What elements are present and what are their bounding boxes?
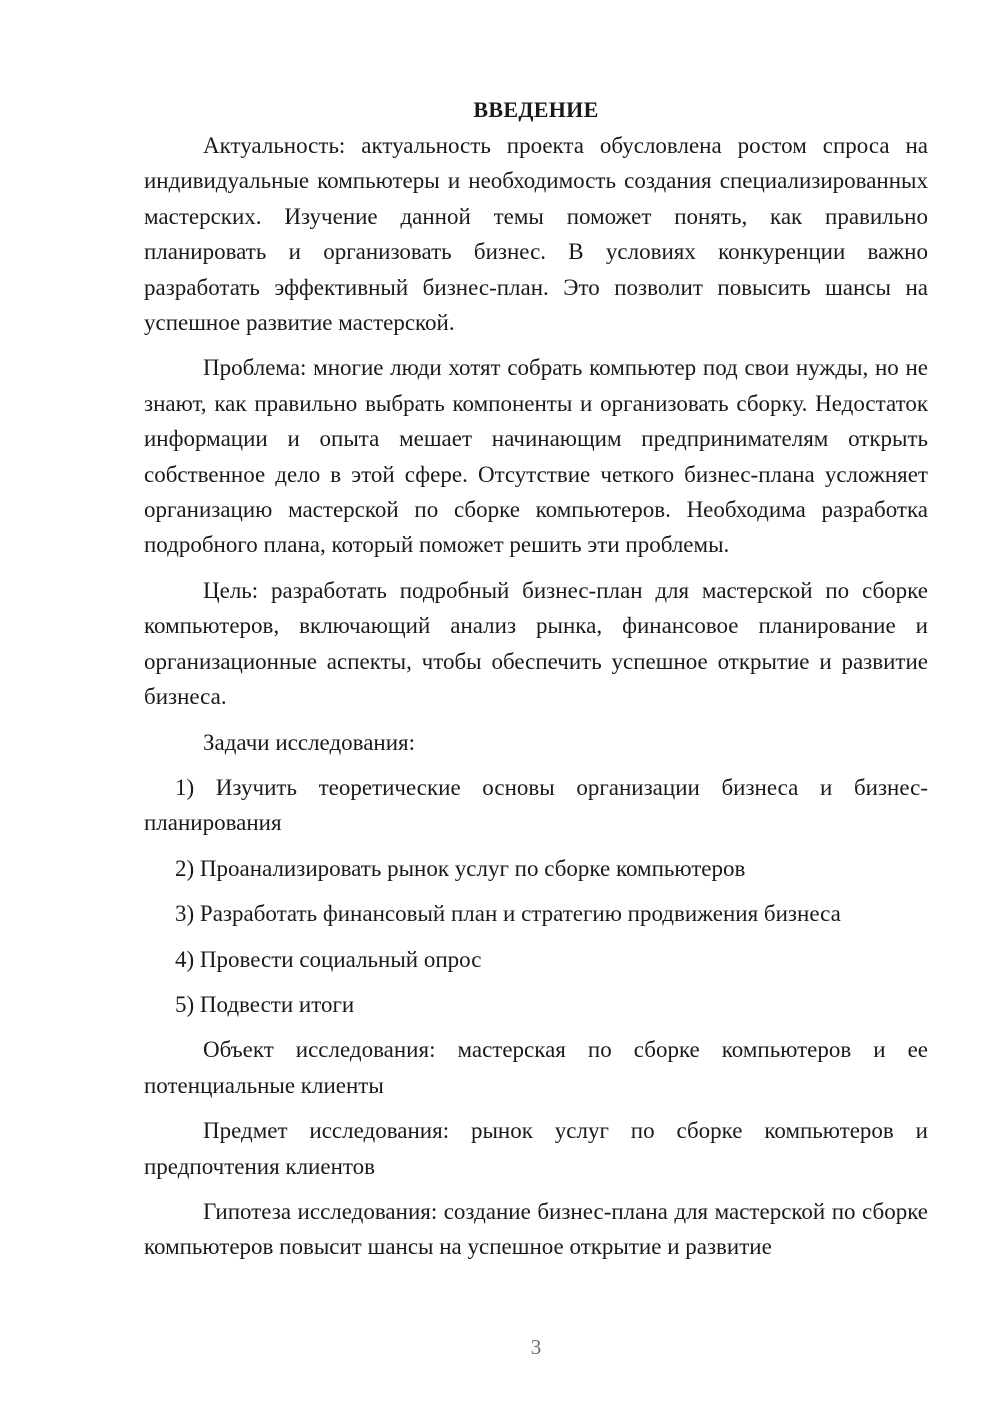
tasks-title: Задачи исследования:	[203, 729, 416, 755]
subject-paragraph: Предмет исследования: рынок услуг по сборке компьютеров и предпочтения клиентов	[144, 1118, 928, 1179]
hypothesis-paragraph: Гипотеза исследования: создание бизнес-плана для мастерской по сборке компьютеров повысит шансы на успешное открытие и развитие	[144, 1198, 928, 1260]
page-content	[144, 92, 928, 1275]
task-item-4: 4) Провести социальный опрос	[175, 946, 482, 972]
task-item-1: 1) Изучить теоретические основы организации бизнеса и бизнес-планирования	[144, 774, 928, 836]
relevance-paragraph: Актуальность: актуальность проекта обусловлена ростом спроса на индивидуальные компьютеры и необходимость создания специализированных мастерских. Изучение данной темы поможет понять, как правильно планировать и организовать бизнес. В условиях конкуренции важно разработать эффективный бизнес-план. Это позволит повысить шансы на успешное развитие мастерской.	[144, 133, 928, 336]
page-number: 3	[530, 1335, 542, 1359]
problem-paragraph: Проблема: многие люди хотят собрать компьютер под свои нужды, но не знают, как правильно выбрать компоненты и организовать сборку. Недостаток информации и опыта мешает начинающим предпринимателям открыть собственное дело в этой сфере. Отсутствие четкого бизнес-плана усложняет организацию мастерской по сборке компьютеров. Необходима разработка подробного плана, который поможет решить эти проблемы.	[144, 355, 928, 558]
section-heading: ВВЕДЕНИЕ	[473, 97, 599, 122]
task-item-2: 2) Проанализировать рынок услуг по сборке компьютеров	[175, 855, 746, 881]
task-item-5: 5) Подвести итоги	[175, 991, 355, 1017]
object-paragraph: Объект исследования: мастерская по сборке компьютеров и ее потенциальные клиенты	[144, 1037, 928, 1098]
goal-paragraph: Цель: разработать подробный бизнес-план для мастерской по сборке компьютеров, включающий анализ рынка, финансовое планирование и организационные аспекты, чтобы обеспечить успешное открытие и развитие бизнеса.	[144, 577, 928, 710]
task-item-3: 3) Разработать финансовый план и стратегию продвижения бизнеса	[175, 901, 841, 927]
